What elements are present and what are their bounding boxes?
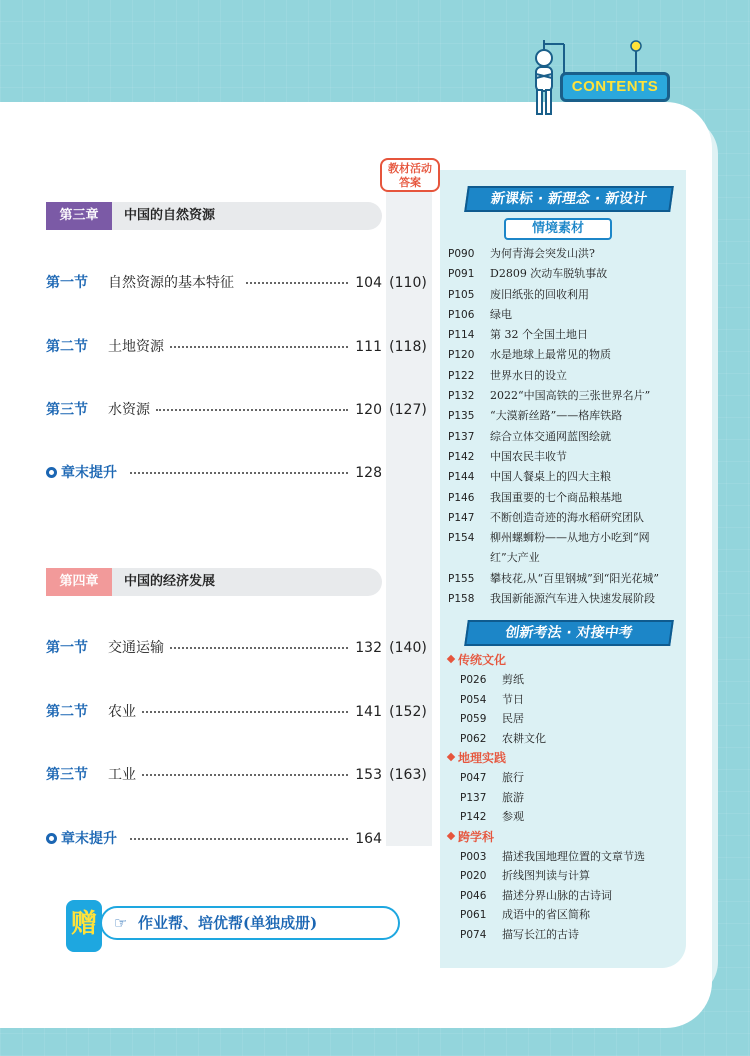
- contents-logo: CONTENTS: [560, 72, 670, 102]
- exam-page-code: P074: [460, 928, 487, 941]
- scenario-item[interactable]: [448, 244, 682, 264]
- scenario-page-code: P120: [448, 349, 475, 362]
- chapter-header: [46, 202, 382, 230]
- exam-category: [448, 650, 682, 670]
- scenario-text: 为何青海会突发山洪?: [490, 247, 595, 260]
- scenario-item[interactable]: [448, 589, 682, 609]
- scenario-list: [448, 244, 682, 609]
- scenario-item[interactable]: [448, 467, 682, 487]
- leader-dots: [156, 409, 348, 411]
- scenario-page-code: P122: [448, 369, 475, 382]
- exam-item[interactable]: [448, 807, 682, 827]
- scenario-text: 我国新能源汽车进入快速发展阶段: [490, 592, 655, 606]
- answer-page: (118): [389, 339, 427, 355]
- exam-category-name: 跨学科: [458, 829, 495, 844]
- exam-page-code: P059: [460, 713, 487, 725]
- scenario-page-code: P114: [448, 329, 475, 342]
- answer-page: (110): [389, 275, 427, 291]
- exam-category-name: 传统文化: [458, 653, 507, 667]
- chapter-title: 中国的经济发展: [124, 574, 216, 589]
- scenario-item[interactable]: [448, 285, 682, 305]
- leader-dots: [246, 282, 348, 284]
- diamond-icon: [447, 831, 455, 839]
- toc-row[interactable]: [46, 399, 436, 421]
- exam-category: [448, 827, 682, 847]
- exam-item[interactable]: [448, 886, 682, 906]
- section-name: 土地资源: [108, 339, 164, 355]
- scenario-page-code: P155: [448, 572, 475, 585]
- exam-item[interactable]: [448, 690, 682, 710]
- scenario-page-code: P135: [448, 410, 475, 423]
- leader-dots: [130, 472, 348, 474]
- exam-text: 描写长江的古诗: [502, 927, 579, 941]
- exam-text: 民居: [502, 712, 524, 725]
- chapter-end-label: 章末提升: [46, 828, 117, 850]
- exam-page-code: P142: [460, 811, 487, 823]
- scenario-text: 中国人餐桌上的四大主粮: [490, 470, 611, 484]
- scenario-text: 第 32 个全国土地日: [490, 328, 588, 342]
- ring-icon: [46, 833, 57, 844]
- scenario-text: D2809 次动车脱轨事故: [490, 267, 608, 281]
- leader-dots: [170, 647, 348, 649]
- chapter-header: [46, 568, 382, 596]
- section-number: 第二节: [46, 339, 88, 355]
- exam-item[interactable]: [448, 788, 682, 808]
- ring-icon: [46, 467, 57, 478]
- page-number: 141: [355, 704, 382, 720]
- scenario-page-code: P137: [448, 430, 475, 443]
- answer-page: (127): [389, 402, 427, 418]
- exam-page-code: P046: [460, 889, 487, 902]
- scenario-page-code: P090: [448, 248, 475, 260]
- exam-text: 旅游: [502, 790, 524, 804]
- section-number: 第三节: [46, 402, 88, 418]
- toc-row[interactable]: [46, 637, 436, 659]
- chapter-tag: 第三章: [46, 202, 112, 230]
- scenario-text: 废旧纸张的回收利用: [490, 287, 589, 301]
- scenario-text: 综合立体交通网蓝图绘就: [490, 429, 611, 443]
- scenario-text: 攀枝花,从“百里钢城”到“阳光花城”: [490, 571, 659, 585]
- exam-text: 剪纸: [502, 673, 524, 686]
- exam-item[interactable]: [448, 925, 682, 945]
- scenario-item[interactable]: [448, 325, 682, 345]
- page-number: 164: [355, 831, 382, 847]
- exam-item[interactable]: [448, 729, 682, 749]
- lamp-icon: [630, 40, 642, 76]
- scenario-page-code: P154: [448, 532, 475, 545]
- exam-category-name: 地理实践: [458, 751, 507, 765]
- toc-row-end[interactable]: [46, 462, 436, 484]
- scenario-subtitle: 情境素材: [504, 218, 612, 240]
- exam-category: [448, 748, 682, 768]
- section-number: 第二节: [46, 704, 88, 720]
- exam-category-list: [448, 650, 682, 944]
- exam-text: 旅行: [502, 771, 524, 784]
- scenario-text: 2022“中国高铁的三张世界名片”: [490, 389, 651, 403]
- scenario-text: 我国重要的七个商品粮基地: [490, 490, 622, 504]
- scenario-text: 红”大产业: [490, 551, 540, 565]
- section-name: 农业: [108, 704, 136, 720]
- leader-dots: [130, 838, 348, 840]
- scenario-item[interactable]: [448, 488, 682, 508]
- scenario-text: “大漠新丝路”——格库铁路: [490, 409, 623, 423]
- scenario-item[interactable]: [448, 386, 682, 406]
- exam-page-code: P137: [460, 791, 487, 804]
- scenario-text: 绿电: [490, 307, 512, 321]
- exam-item[interactable]: [448, 768, 682, 788]
- scenario-item[interactable]: [448, 305, 682, 325]
- scenario-text: 柳州螺蛳粉——从地方小吃到“网: [490, 531, 650, 545]
- diamond-icon: [447, 753, 455, 761]
- section-name: 水资源: [108, 402, 150, 418]
- answer-page: (152): [389, 704, 427, 720]
- diamond-icon: [447, 655, 455, 663]
- scenario-page-code: P158: [448, 593, 475, 606]
- leader-dots: [170, 346, 348, 348]
- pointing-hand-icon: ☞: [114, 914, 128, 932]
- exam-item[interactable]: [448, 709, 682, 729]
- chapter-title: 中国的自然资源: [124, 208, 216, 223]
- answer-page: (163): [389, 767, 427, 783]
- exam-text: 描述我国地理位置的文章节选: [502, 849, 645, 863]
- toc-row-end[interactable]: [46, 828, 436, 850]
- exam-page-code: P047: [460, 772, 487, 784]
- page-number: 153: [355, 767, 382, 783]
- scenario-page-code: P146: [448, 491, 475, 504]
- exam-text: 农耕文化: [502, 731, 546, 745]
- page-number: 132: [355, 640, 382, 656]
- chapter-end-label: 章末提升: [46, 462, 117, 484]
- section-name: 自然资源的基本特征: [108, 275, 234, 291]
- exam-text: 参观: [502, 810, 524, 823]
- answer-tag-line1: 教材活动: [388, 162, 432, 175]
- section-number: 第一节: [46, 275, 88, 291]
- exam-item[interactable]: [448, 905, 682, 925]
- scenario-item[interactable]: [448, 528, 682, 548]
- scenario-item[interactable]: [448, 366, 682, 386]
- scenario-item[interactable]: [448, 345, 682, 365]
- scenario-item[interactable]: [448, 406, 682, 426]
- scenario-text: 不断创造奇迹的海水稻研究团队: [490, 510, 644, 524]
- chapter-tag: 第四章: [46, 568, 112, 596]
- toc-row[interactable]: [46, 764, 436, 786]
- exam-page-code: P026: [460, 674, 487, 686]
- toc-row[interactable]: [46, 336, 436, 358]
- exam-page-code: P003: [460, 850, 487, 863]
- section-name: 工业: [108, 767, 136, 783]
- leader-dots: [142, 774, 348, 776]
- section-number: 第三节: [46, 767, 88, 783]
- scenario-text: 世界水日的设立: [490, 368, 567, 382]
- page-number: 120: [355, 402, 382, 418]
- page-number: 128: [355, 465, 382, 481]
- scenario-text: 中国农民丰收节: [490, 449, 567, 463]
- exam-text: 节日: [502, 692, 524, 706]
- scenario-item[interactable]: [448, 569, 682, 589]
- scenario-item[interactable]: [448, 427, 682, 447]
- exam-page-code: P061: [460, 909, 487, 921]
- exam-page-code: P054: [460, 693, 487, 706]
- scenario-item[interactable]: [448, 264, 682, 284]
- gift-icon: 赠: [66, 900, 102, 952]
- answer-tag-line2: 答案: [399, 176, 421, 189]
- exam-page-code: P020: [460, 870, 487, 882]
- answer-tag: [380, 158, 440, 192]
- exam-text: 折线图判读与计算: [502, 869, 590, 882]
- scenario-item[interactable]: [448, 548, 682, 568]
- exam-item[interactable]: [448, 847, 682, 867]
- exam-text: 成语中的省区简称: [502, 908, 590, 921]
- exam-item[interactable]: [448, 866, 682, 886]
- exam-page-code: P062: [460, 732, 487, 745]
- scenario-page-code: P106: [448, 308, 475, 321]
- scenario-page-code: P091: [448, 268, 475, 281]
- page-number: 104: [355, 275, 382, 291]
- scenario-page-code: P144: [448, 471, 475, 484]
- section-name: 交通运输: [108, 640, 164, 656]
- exam-item[interactable]: [448, 670, 682, 690]
- section-number: 第一节: [46, 640, 88, 656]
- answer-page: (140): [389, 640, 427, 656]
- leader-dots: [142, 711, 348, 713]
- gift-paren: (单独成册): [243, 914, 318, 932]
- page-number: 111: [355, 339, 382, 355]
- gift-banner: [100, 906, 400, 940]
- scenario-page-code: P132: [448, 390, 475, 403]
- scenario-text: 水是地球上最常见的物质: [490, 348, 611, 362]
- scenario-page-code: P147: [448, 511, 475, 524]
- section-banner: 创新考法 · 对接中考: [464, 620, 674, 646]
- gift-text: 作业帮、培优帮: [138, 914, 244, 932]
- scenario-item[interactable]: [448, 447, 682, 467]
- scenario-page-code: P142: [448, 450, 475, 463]
- toc-row[interactable]: [46, 701, 436, 723]
- exam-text: 描述分界山脉的古诗词: [502, 888, 612, 902]
- toc-row[interactable]: [46, 272, 436, 294]
- scenario-page-code: P105: [448, 288, 475, 301]
- scenario-item[interactable]: [448, 508, 682, 528]
- section-banner: 新课标 · 新理念 · 新设计: [464, 186, 674, 212]
